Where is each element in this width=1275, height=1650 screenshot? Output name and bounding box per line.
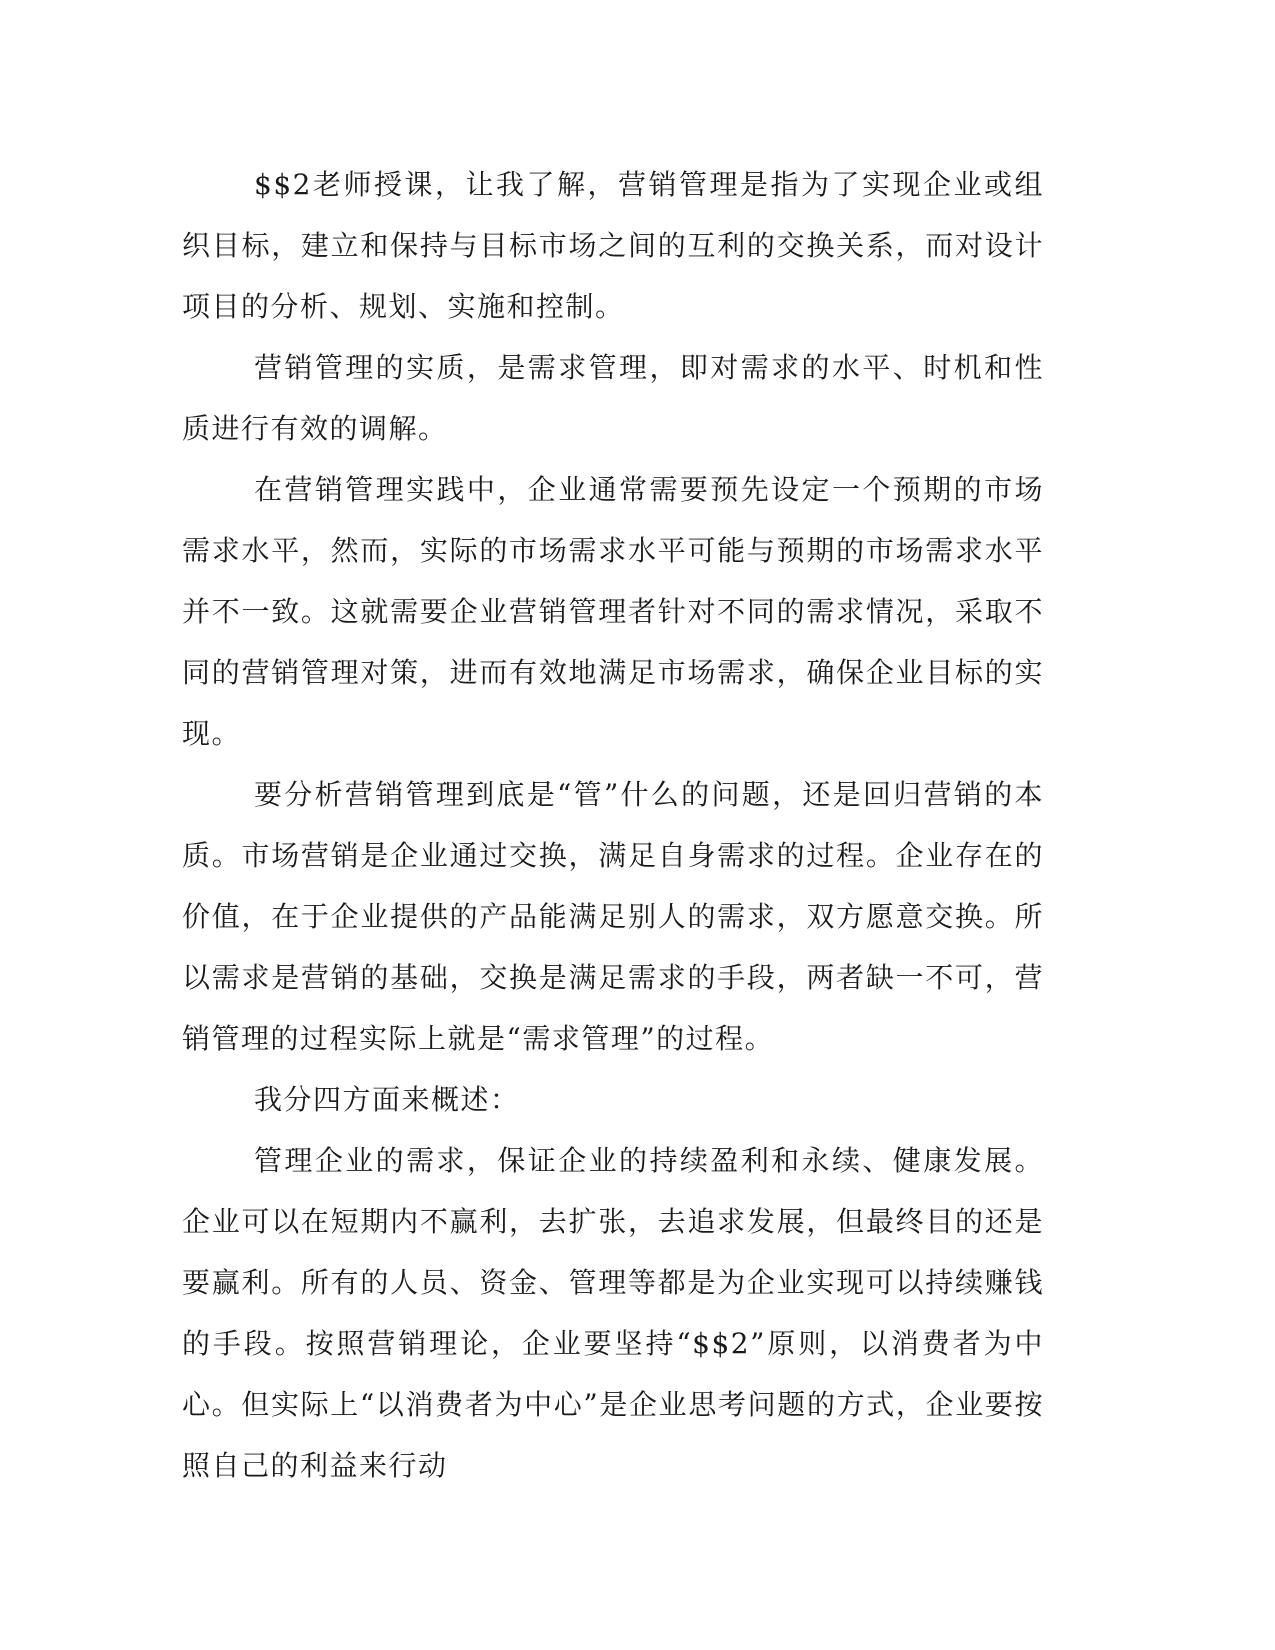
- paragraph-6: 管理企业的需求，保证企业的持续盈利和永续、健康发展。企业可以在短期内不赢利，去扩张，去追求发展，但最终目的还是要赢利。所有的人员、资金、管理等都是为企业实现可以持续赚钱的手段。按照营销理论，企业要坚持“$$2”原则，以消费者为中心。但实际上“以消费者为中心”是企业思考问题的方式，企业要按照自己的利益来行动: [182, 1144, 1044, 1482]
- document-body: [182, 154, 1044, 1496]
- paragraph-3: 在营销管理实践中，企业通常需要预先设定一个预期的市场需求水平，然而，实际的市场需求水平可能与预期的市场需求水平并不一致。这就需要企业营销管理者针对不同的需求情况，采取不同的营销管理对策，进而有效地满足市场需求，确保企业目标的实现。: [182, 473, 1044, 750]
- paragraph-1: $$2老师授课，让我了解，营销管理是指为了实现企业或组织目标，建立和保持与目标市场之间的互利的交换关系，而对设计项目的分析、规划、实施和控制。: [182, 168, 1044, 323]
- paragraph-5: 我分四方面来概述：: [254, 1083, 520, 1116]
- paragraph-2: 营销管理的实质，是需求管理，即对需求的水平、时机和性质进行有效的调解。: [182, 351, 1044, 445]
- paragraph-4: 要分析营销管理到底是“管”什么的问题，还是回归营销的本质。市场营销是企业通过交换，满足自身需求的过程。企业存在的价值，在于企业提供的产品能满足别人的需求，双方愿意交换。所以需求是营销的基础，交换是满足需求的手段，两者缺一不可，营销管理的过程实际上就是“需求管理”的过程。: [182, 778, 1044, 1055]
